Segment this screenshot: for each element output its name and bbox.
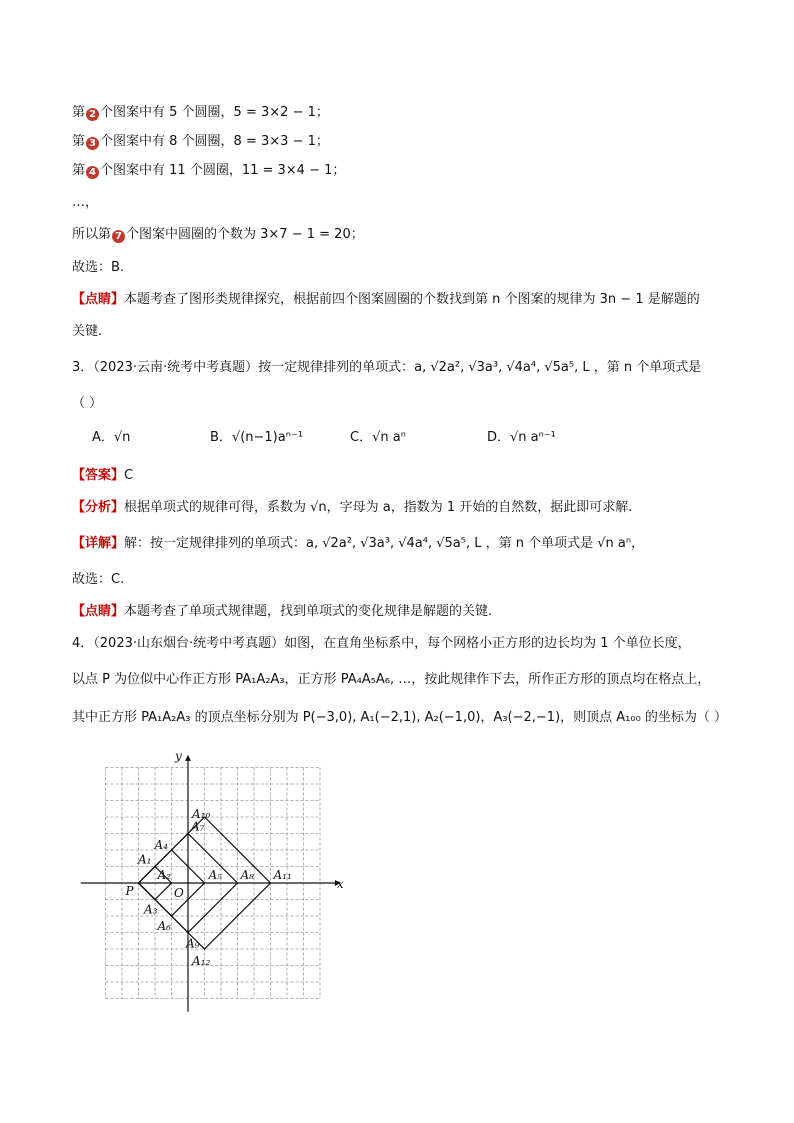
- comment-tag: 【点睛】: [72, 604, 125, 619]
- analysis-text: 根据单项式的规律可得，系数为 √n，字母为 a，指数为 1 开始的自然数，据此即可求解.: [124, 500, 633, 515]
- y-axis-arrow: [185, 755, 191, 761]
- comment-line: [72, 291, 700, 309]
- point-p-label: P: [125, 884, 134, 898]
- a5-label: A₅: [208, 868, 222, 882]
- answer-value: C: [124, 468, 134, 483]
- a4-label: A₄: [154, 838, 168, 852]
- q4-line-3: 其中正方形 PA₁A₂A₃ 的顶点坐标分别为 P(−3,0), A₁(−2,1), A₂(−1,0)，A₃(−2,−1)，则顶点 A₁₀₀ 的坐标为（ ）: [72, 710, 728, 725]
- conclusion-line: [72, 226, 364, 244]
- q4-line-1: 4．（2023·山东烟台·统考中考真题）如图，在直角坐标系中，每个网格小正方形的边长均为 1 个单位长度，: [72, 636, 691, 651]
- q3-option-c: C．√n aⁿ: [350, 430, 406, 445]
- comment-continuation: 关键.: [72, 324, 103, 339]
- q4-line-2: 以点 P 为位似中心作正方形 PA₁A₂A₃，正方形 PA₄A₅A₆, …，按此规律作下去，所作正方形的顶点均在格点上，: [72, 672, 711, 687]
- circled-number: 7: [112, 230, 125, 243]
- text: 第: [72, 163, 86, 178]
- origin-label: O: [174, 886, 184, 900]
- derivation-line-3: [72, 133, 329, 151]
- a12-label: A₁₂: [192, 954, 211, 968]
- text: 个图案中圆圈的个数为 3×7 − 1 = 20；: [126, 227, 364, 242]
- a6-label: A₆: [157, 919, 171, 933]
- q3-choose: 故选：C.: [72, 572, 125, 587]
- y-axis-label: y: [175, 752, 182, 763]
- a1-label: A₁: [138, 852, 152, 867]
- circled-number: 2: [86, 108, 99, 121]
- q3-analysis: [72, 499, 632, 517]
- derivation-line-4: [72, 162, 345, 180]
- circled-number: 4: [86, 166, 99, 179]
- q3-option-d: D．√n aⁿ⁻¹: [487, 430, 556, 445]
- derivation-line-2: [72, 104, 329, 122]
- a7-label: A₇: [191, 819, 205, 834]
- axes: [81, 755, 341, 1012]
- a8-label: A₈: [240, 868, 254, 882]
- a9-label: A₉: [186, 936, 200, 951]
- text: 所以第: [72, 227, 112, 242]
- text: 个图案中有 8 个圆圈，8 = 3×3 − 1；: [100, 134, 329, 149]
- q3-stem: 3．（2023·云南·统考中考真题）按一定规律排列的单项式：a, √2a², √3a³, √4a⁴, √5a⁵, L ，第 n 个单项式是: [72, 360, 702, 375]
- choice-line: 故选：B.: [72, 260, 125, 275]
- a3-label: A₃: [144, 902, 158, 917]
- q3-option-b: B．√(n−1)aⁿ⁻¹: [210, 430, 303, 445]
- coordinate-figure: [60, 752, 350, 1022]
- a11-label: A₁₁: [273, 868, 292, 882]
- circled-number: 3: [86, 137, 99, 150]
- comment-text: 本题考查了图形类规律探究，根据前四个图案圆圈的个数找到第 n 个图案的规律为 3n − 1 是解题的: [124, 292, 700, 307]
- point-labels: [125, 752, 344, 968]
- text: 第: [72, 105, 86, 120]
- text: 第: [72, 134, 86, 149]
- ellipsis-line: …，: [72, 195, 99, 210]
- text: 个图案中有 5 个圆圈，5 = 3×2 − 1；: [100, 105, 329, 120]
- answer-tag: 【答案】: [72, 468, 125, 483]
- q3-answer: [72, 467, 133, 485]
- x-axis-label: x: [336, 877, 344, 891]
- analysis-tag: 【分析】: [72, 500, 125, 515]
- q3-paren: （ ）: [72, 396, 103, 411]
- q3-detail: [72, 535, 644, 553]
- a10-label: A₁₀: [192, 807, 211, 821]
- comment-tag: 【点睛】: [72, 292, 125, 307]
- q3-option-a: A．√n: [92, 430, 131, 445]
- detail-text: 解：按一定规律排列的单项式：a, √2a², √3a³, √4a⁴, √5a⁵, L ，第 n 个单项式是 √n aⁿ，: [124, 536, 645, 551]
- comment-text: 本题考查了单项式规律题，找到单项式的变化规律是解题的关键.: [124, 604, 493, 619]
- q3-comment: [72, 603, 492, 621]
- detail-tag: 【详解】: [72, 536, 125, 551]
- a2-label: A₂: [157, 868, 171, 882]
- text: 个图案中有 11 个圆圈，11 = 3×4 − 1；: [100, 163, 346, 178]
